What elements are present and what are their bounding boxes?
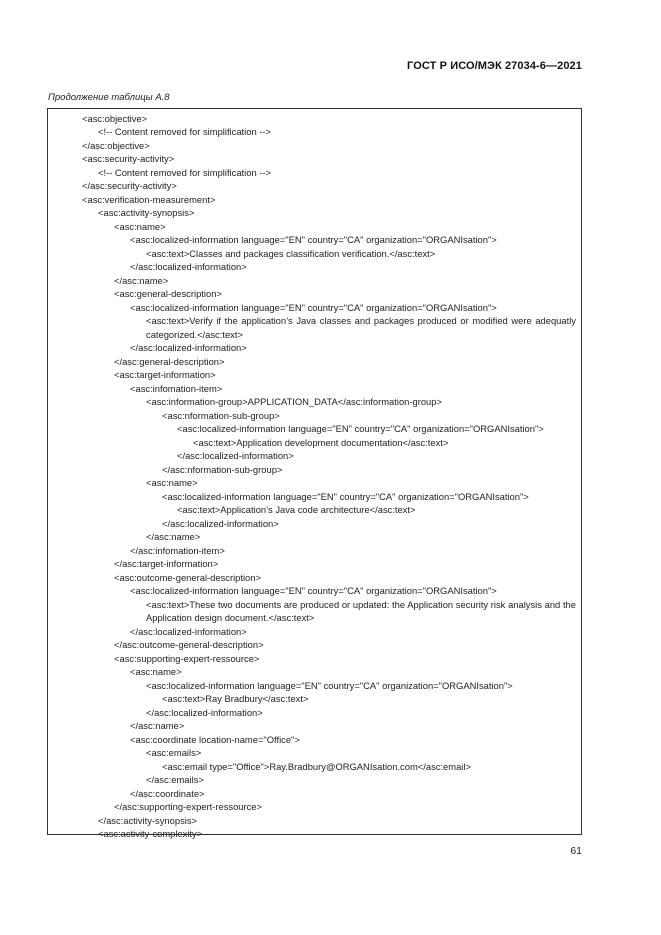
code-line: <asc:verification-measurement> — [82, 193, 216, 205]
code-table — [47, 108, 582, 839]
code-line: <!-- Content removed for simplification --> — [98, 166, 271, 178]
code-line: <asc:security-activity> — [82, 153, 175, 164]
code-line: <asc:coordinate location-name="Office"> — [130, 733, 300, 745]
code-line: <asc:text>Ray Bradbury</asc:text> — [162, 693, 309, 704]
code-line: </asc:objective> — [82, 139, 150, 151]
code-line: </asc:localized-information> — [130, 342, 247, 353]
code-line: </asc:name> — [114, 274, 169, 286]
code-line: </asc:outcome-general-description> — [114, 639, 264, 650]
code-line: </asc:activity-synopsis> — [98, 814, 197, 826]
code-line: </asc:general-description> — [114, 355, 225, 367]
code-line: <asc:localized-information language="EN" country="CA" organization="ORGANIsation"> — [162, 490, 529, 502]
code-line: </asc:emails> — [146, 774, 204, 785]
table-continuation-label: Продолжение таблицы А.8 — [48, 92, 170, 103]
standard-id-header: ГОСТ Р ИСО/МЭК 27034-6—2021 — [407, 60, 582, 72]
code-line: <asc:localized-information language="EN" country="CA" organization="ORGANIsation"> — [130, 234, 497, 245]
code-line: <asc:activity-synopsis> — [98, 207, 195, 218]
code-line: <asc:text>Classes and packages classification verification.</asc:text> — [146, 247, 436, 259]
code-line: </asc:target-information> — [114, 558, 219, 569]
code-line: <asc:objective> — [82, 112, 148, 124]
code-line: </asc:coordinate> — [130, 787, 205, 799]
code-line: <asc:information-group>APPLICATION_DATA</asc:information-group> — [146, 396, 442, 407]
code-line: <asc:infomation-item> — [130, 382, 223, 394]
code-line: </asc:name> — [130, 720, 185, 731]
code-line: </asc:localized-information> — [162, 517, 279, 529]
code-line: <asc:target-information> — [114, 369, 216, 380]
code-line: <asc:localized-information language="EN" country="CA" organization="ORGANIsation"> — [146, 679, 513, 691]
code-line: </asc:infomation-item> — [130, 544, 225, 556]
code-line: <asc:email type="Office">Ray.Bradbury@ORGANIsation.com</asc:email> — [162, 760, 471, 772]
code-line: <asc:supporting-expert-ressource> — [114, 652, 260, 664]
code-line: <asc:localized-information language="EN" country="CA" organization="ORGANIsation"> — [177, 423, 544, 434]
code-line: <asc:general-description> — [114, 288, 222, 299]
code-line: <asc:text>Application’s Java code architecture</asc:text> — [177, 504, 416, 515]
code-line: </asc:name> — [146, 531, 201, 542]
code-line: <asc:name> — [114, 220, 166, 232]
code-line: </asc:security-activity> — [82, 180, 177, 191]
code-line: </asc:localized-information> — [146, 706, 263, 718]
code-line: <!-- Content removed for simplification --> — [98, 126, 271, 137]
code-line: <asc:name> — [146, 477, 198, 488]
code-line: <asc:nformation-sub-group> — [162, 409, 280, 421]
code-line: <asc:activity-complexity> — [98, 828, 203, 839]
code-line: <asc:emails> — [146, 747, 202, 758]
code-line: </asc:localized-information> — [177, 450, 294, 461]
code-line: </asc:supporting-expert-ressource> — [114, 801, 262, 812]
code-line: <asc:outcome-general-description> — [114, 571, 261, 583]
code-line: </asc:localized-information> — [130, 261, 247, 272]
code-line: <asc:text>These two documents are produced or updated: the Application security risk analysis and the Application design document.</asc:text> — [146, 598, 576, 623]
code-line: <asc:name> — [130, 666, 182, 677]
code-line: </asc:localized-information> — [130, 625, 247, 637]
code-line: <asc:text>Verify if the application’s Java classes and packages produced or modified were adequatly categorized.</asc:text> — [146, 315, 576, 340]
code-line: <asc:localized-information language="EN" country="CA" organization="ORGANIsation"> — [130, 301, 497, 313]
code-line: <asc:text>Application development documentation</asc:text> — [193, 436, 449, 448]
page-number: 61 — [570, 845, 582, 857]
code-line: <asc:localized-information language="EN" country="CA" organization="ORGANIsation"> — [130, 585, 497, 596]
code-line: </asc:nformation-sub-group> — [162, 463, 283, 475]
